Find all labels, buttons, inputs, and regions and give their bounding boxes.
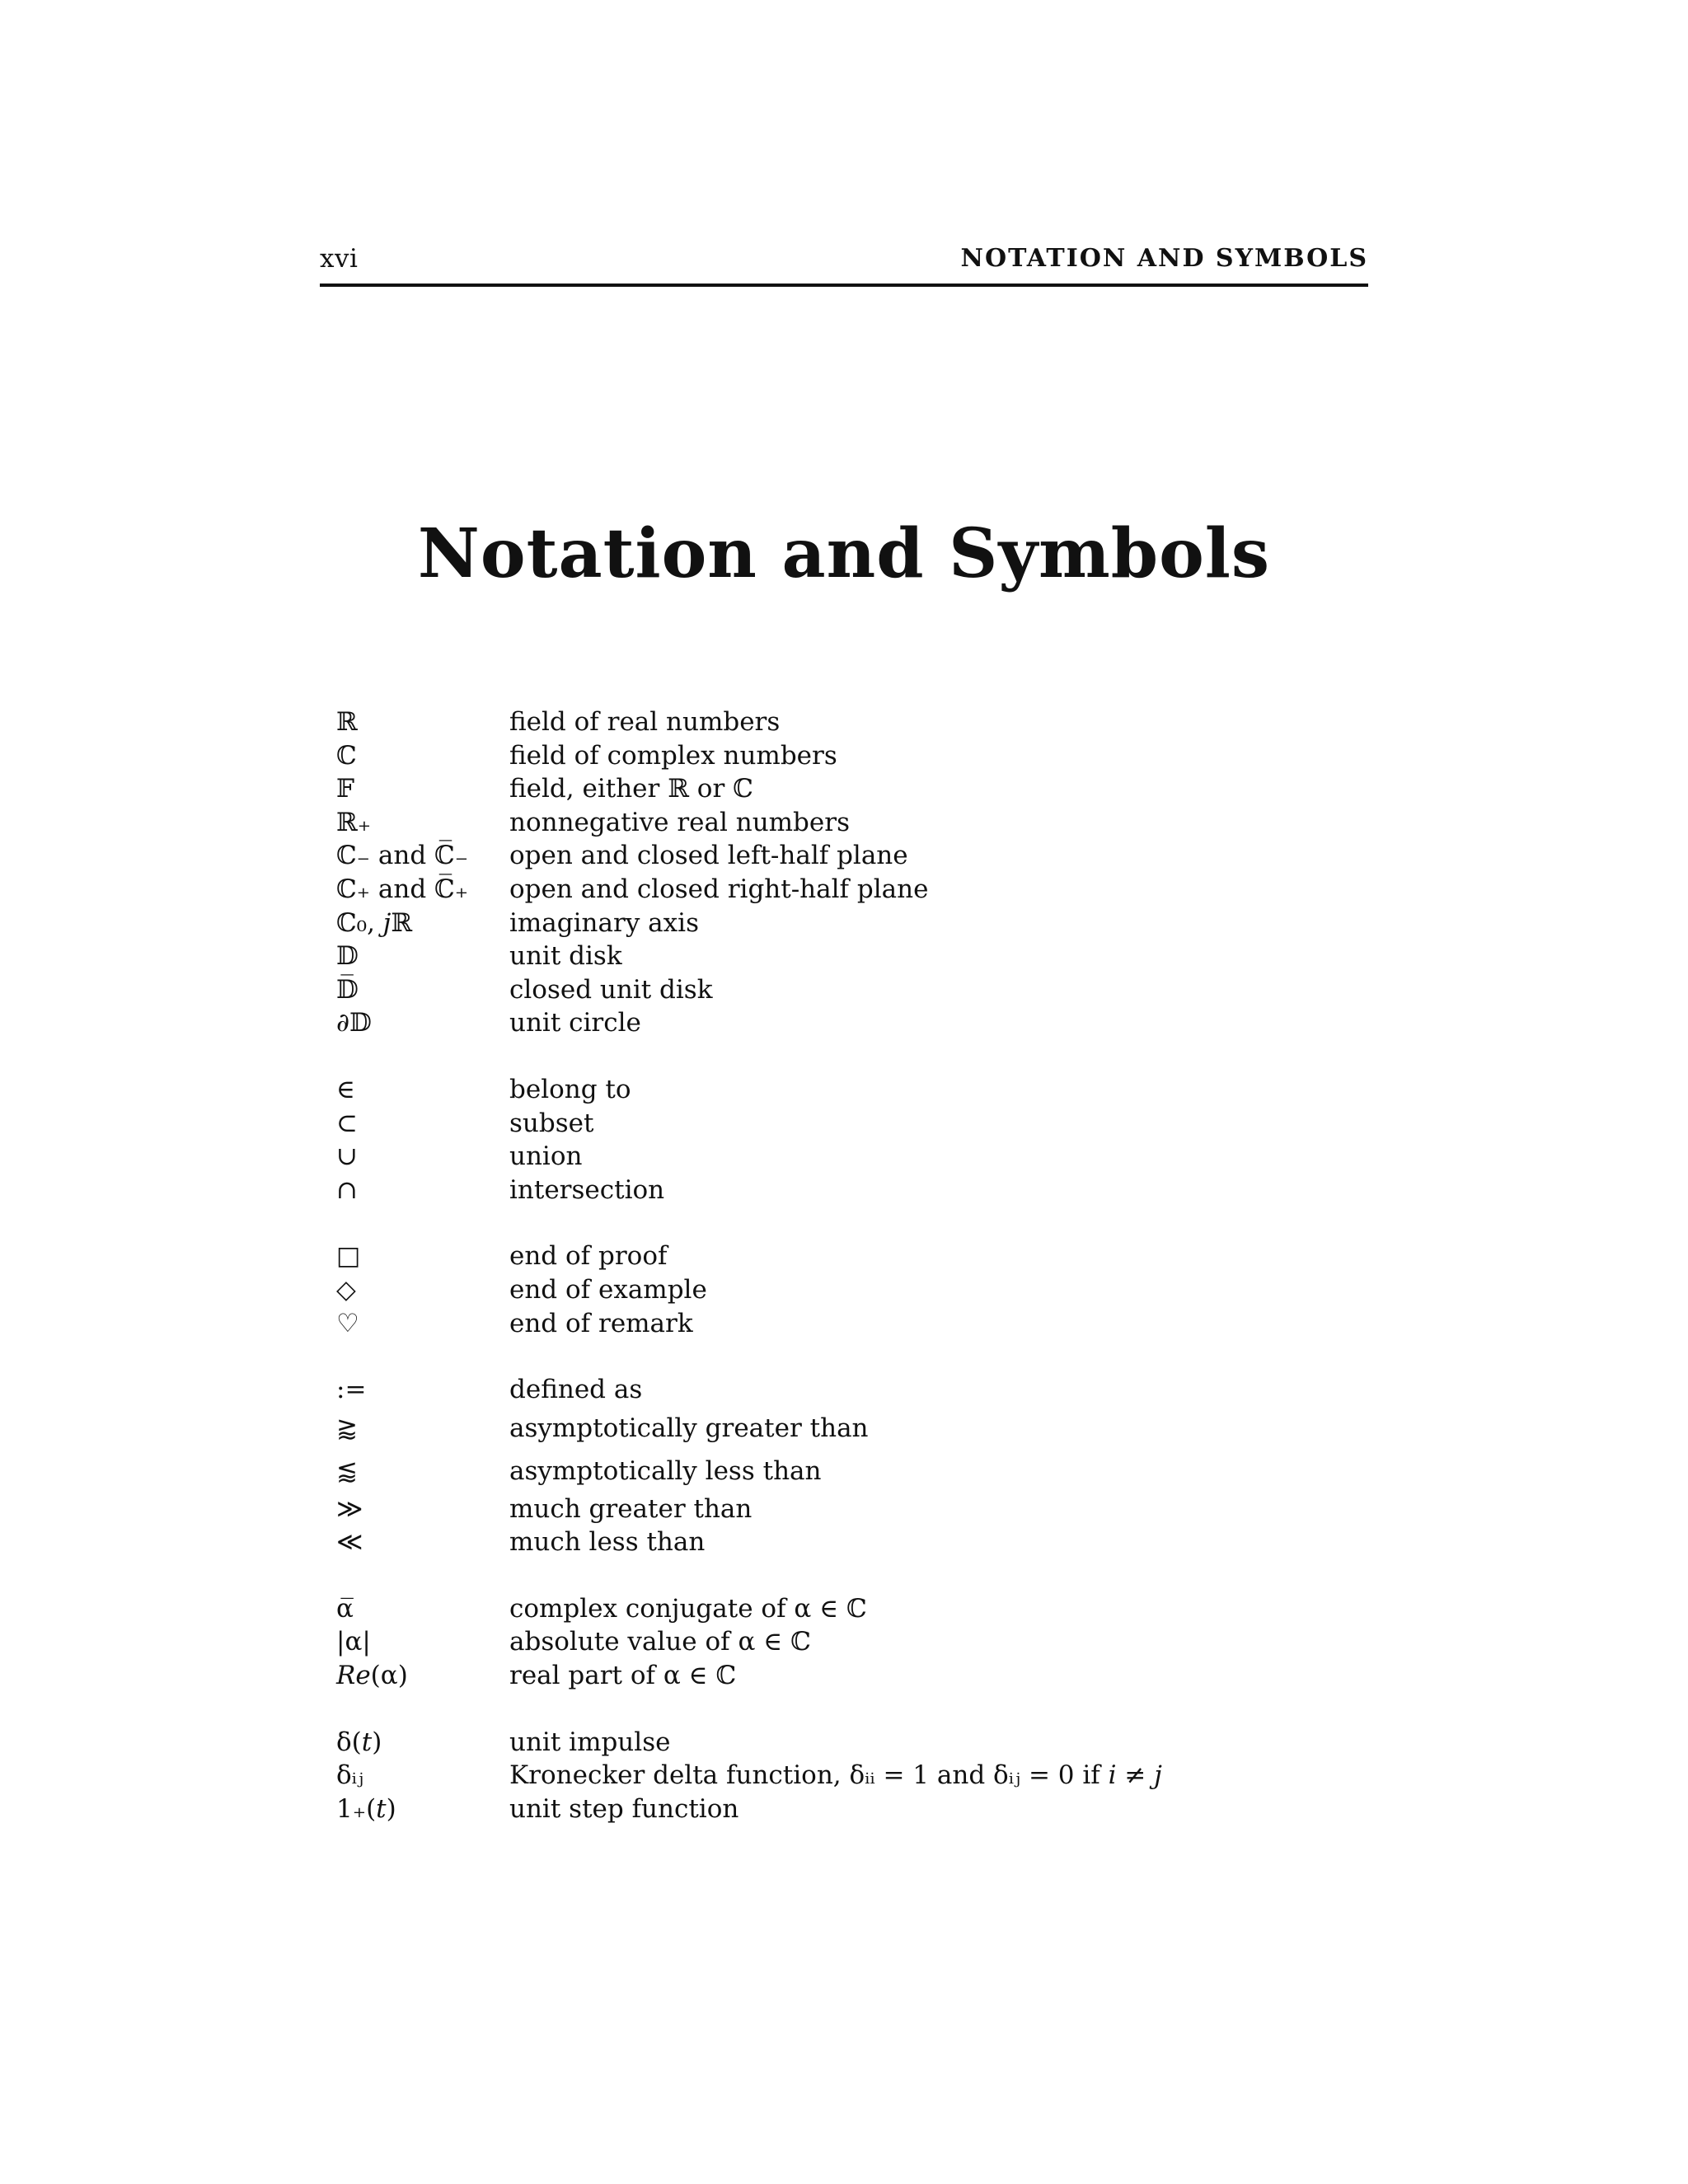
notation-row: [336, 1659, 1408, 1693]
notation-row: [336, 873, 1408, 907]
notation-symbol: 𝑅𝑒(α): [336, 1661, 408, 1691]
notation-symbol: ◇: [336, 1274, 356, 1305]
notation-symbol: ≪: [336, 1527, 363, 1558]
notation-row: [336, 1493, 1408, 1526]
notation-symbol: 𝔻̅: [336, 974, 359, 1005]
notation-symbol: ♡: [336, 1308, 359, 1338]
notation-row: [336, 1526, 1408, 1559]
notation-description: asymptotically greater than: [509, 1413, 869, 1443]
notation-group: [336, 1240, 1408, 1340]
notation-description: field of real numbers: [509, 707, 781, 737]
notation-description: complex conjugate of α ∈ ℂ: [509, 1593, 867, 1624]
notation-description: field of complex numbers: [509, 740, 837, 771]
notation-description: imaginary axis: [509, 907, 699, 938]
notation-symbol: ℂ₊ and ℂ̅₊: [336, 874, 469, 904]
notation-row: [336, 1307, 1408, 1341]
notation-group: [336, 1726, 1408, 1826]
notation-symbol: ≫: [336, 1493, 363, 1524]
notation-description: end of example: [509, 1274, 707, 1305]
notation-description: open and closed right-half plane: [509, 874, 929, 904]
notation-symbol: ℂ₀, 𝑗ℝ: [336, 907, 413, 938]
notation-row: [336, 772, 1408, 806]
notation-row: [336, 1726, 1408, 1760]
notation-group: [336, 1073, 1408, 1207]
notation-description: unit circle: [509, 1008, 641, 1038]
notation-description: defined as: [509, 1375, 643, 1405]
notation-symbol: ∈: [336, 1074, 355, 1104]
notation-row: [336, 1407, 1408, 1450]
notation-symbol: |α|: [336, 1627, 371, 1657]
notation-list: [336, 705, 1408, 1858]
notation-symbol: 1₊(𝑡): [336, 1793, 396, 1824]
notation-symbol: ⊂: [336, 1108, 358, 1138]
notation-row: [336, 806, 1408, 840]
notation-symbol: ⪆: [336, 1413, 358, 1443]
notation-description: much less than: [509, 1527, 706, 1558]
notation-symbol: δ(𝑡): [336, 1727, 382, 1757]
notation-description: belong to: [509, 1074, 631, 1104]
notation-row: [336, 739, 1408, 773]
notation-description: field, either ℝ or ℂ: [509, 774, 753, 804]
notation-row: [336, 973, 1408, 1007]
notation-description: unit step function: [509, 1793, 739, 1824]
notation-row: [336, 1273, 1408, 1307]
notation-description: open and closed left-half plane: [509, 841, 908, 871]
notation-symbol: ∩: [336, 1174, 358, 1205]
notation-row: [336, 705, 1408, 739]
notation-symbol: ∂𝔻: [336, 1008, 372, 1038]
notation-row: [336, 1174, 1408, 1207]
notation-symbol: ℝ: [336, 707, 358, 737]
notation-description: much greater than: [509, 1493, 753, 1524]
notation-group: [336, 1592, 1408, 1693]
notation-group: [336, 1373, 1408, 1559]
notation-description: union: [509, 1141, 583, 1172]
notation-row: [336, 1793, 1408, 1826]
notation-symbol: □: [336, 1241, 361, 1272]
notation-description: intersection: [509, 1174, 665, 1205]
notation-symbol: ⪅: [336, 1455, 358, 1486]
notation-symbol: α̅: [336, 1593, 354, 1624]
notation-row: [336, 1140, 1408, 1174]
notation-row: [336, 1006, 1408, 1040]
notation-description: unit impulse: [509, 1727, 671, 1757]
notation-description: closed unit disk: [509, 974, 713, 1005]
notation-description: subset: [509, 1108, 594, 1138]
notation-description: end of proof: [509, 1241, 668, 1272]
notation-symbol: :=: [336, 1375, 367, 1405]
notation-row: [336, 1107, 1408, 1141]
running-head: [320, 244, 1368, 287]
chapter-title: Notation and Symbols: [417, 514, 1271, 593]
notation-row: [336, 839, 1408, 873]
notation-description: Kronecker delta function, δᵢᵢ = 1 and δᵢⱼ = 0 if 𝑖 ≠ 𝑗: [509, 1760, 1162, 1791]
notation-group: [336, 705, 1408, 1040]
notation-row: [336, 940, 1408, 973]
notation-symbol: ℂ₋ and ℂ̅₋: [336, 841, 469, 871]
running-title: NOTATION AND SYMBOLS: [960, 244, 1368, 273]
notation-row: [336, 907, 1408, 940]
notation-symbol: 𝔻: [336, 941, 359, 972]
notation-row: [336, 1240, 1408, 1273]
notation-symbol: δᵢⱼ: [336, 1760, 364, 1791]
notation-row: [336, 1592, 1408, 1626]
notation-description: real part of α ∈ ℂ: [509, 1661, 737, 1691]
notation-symbol: 𝔽: [336, 774, 355, 804]
notation-row: [336, 1073, 1408, 1107]
notation-description: asymptotically less than: [509, 1455, 822, 1486]
notation-symbol: ∪: [336, 1141, 358, 1172]
notation-description: end of remark: [509, 1308, 693, 1338]
notation-row: [336, 1450, 1408, 1493]
notation-row: [336, 1759, 1408, 1793]
notation-row: [336, 1373, 1408, 1407]
notation-description: absolute value of α ∈ ℂ: [509, 1627, 811, 1657]
notation-row: [336, 1625, 1408, 1659]
notation-symbol: ℂ: [336, 740, 357, 771]
page-number: xvi: [320, 244, 359, 274]
notation-description: unit disk: [509, 941, 622, 972]
notation-description: nonnegative real numbers: [509, 807, 850, 837]
notation-symbol: ℝ₊: [336, 807, 372, 837]
